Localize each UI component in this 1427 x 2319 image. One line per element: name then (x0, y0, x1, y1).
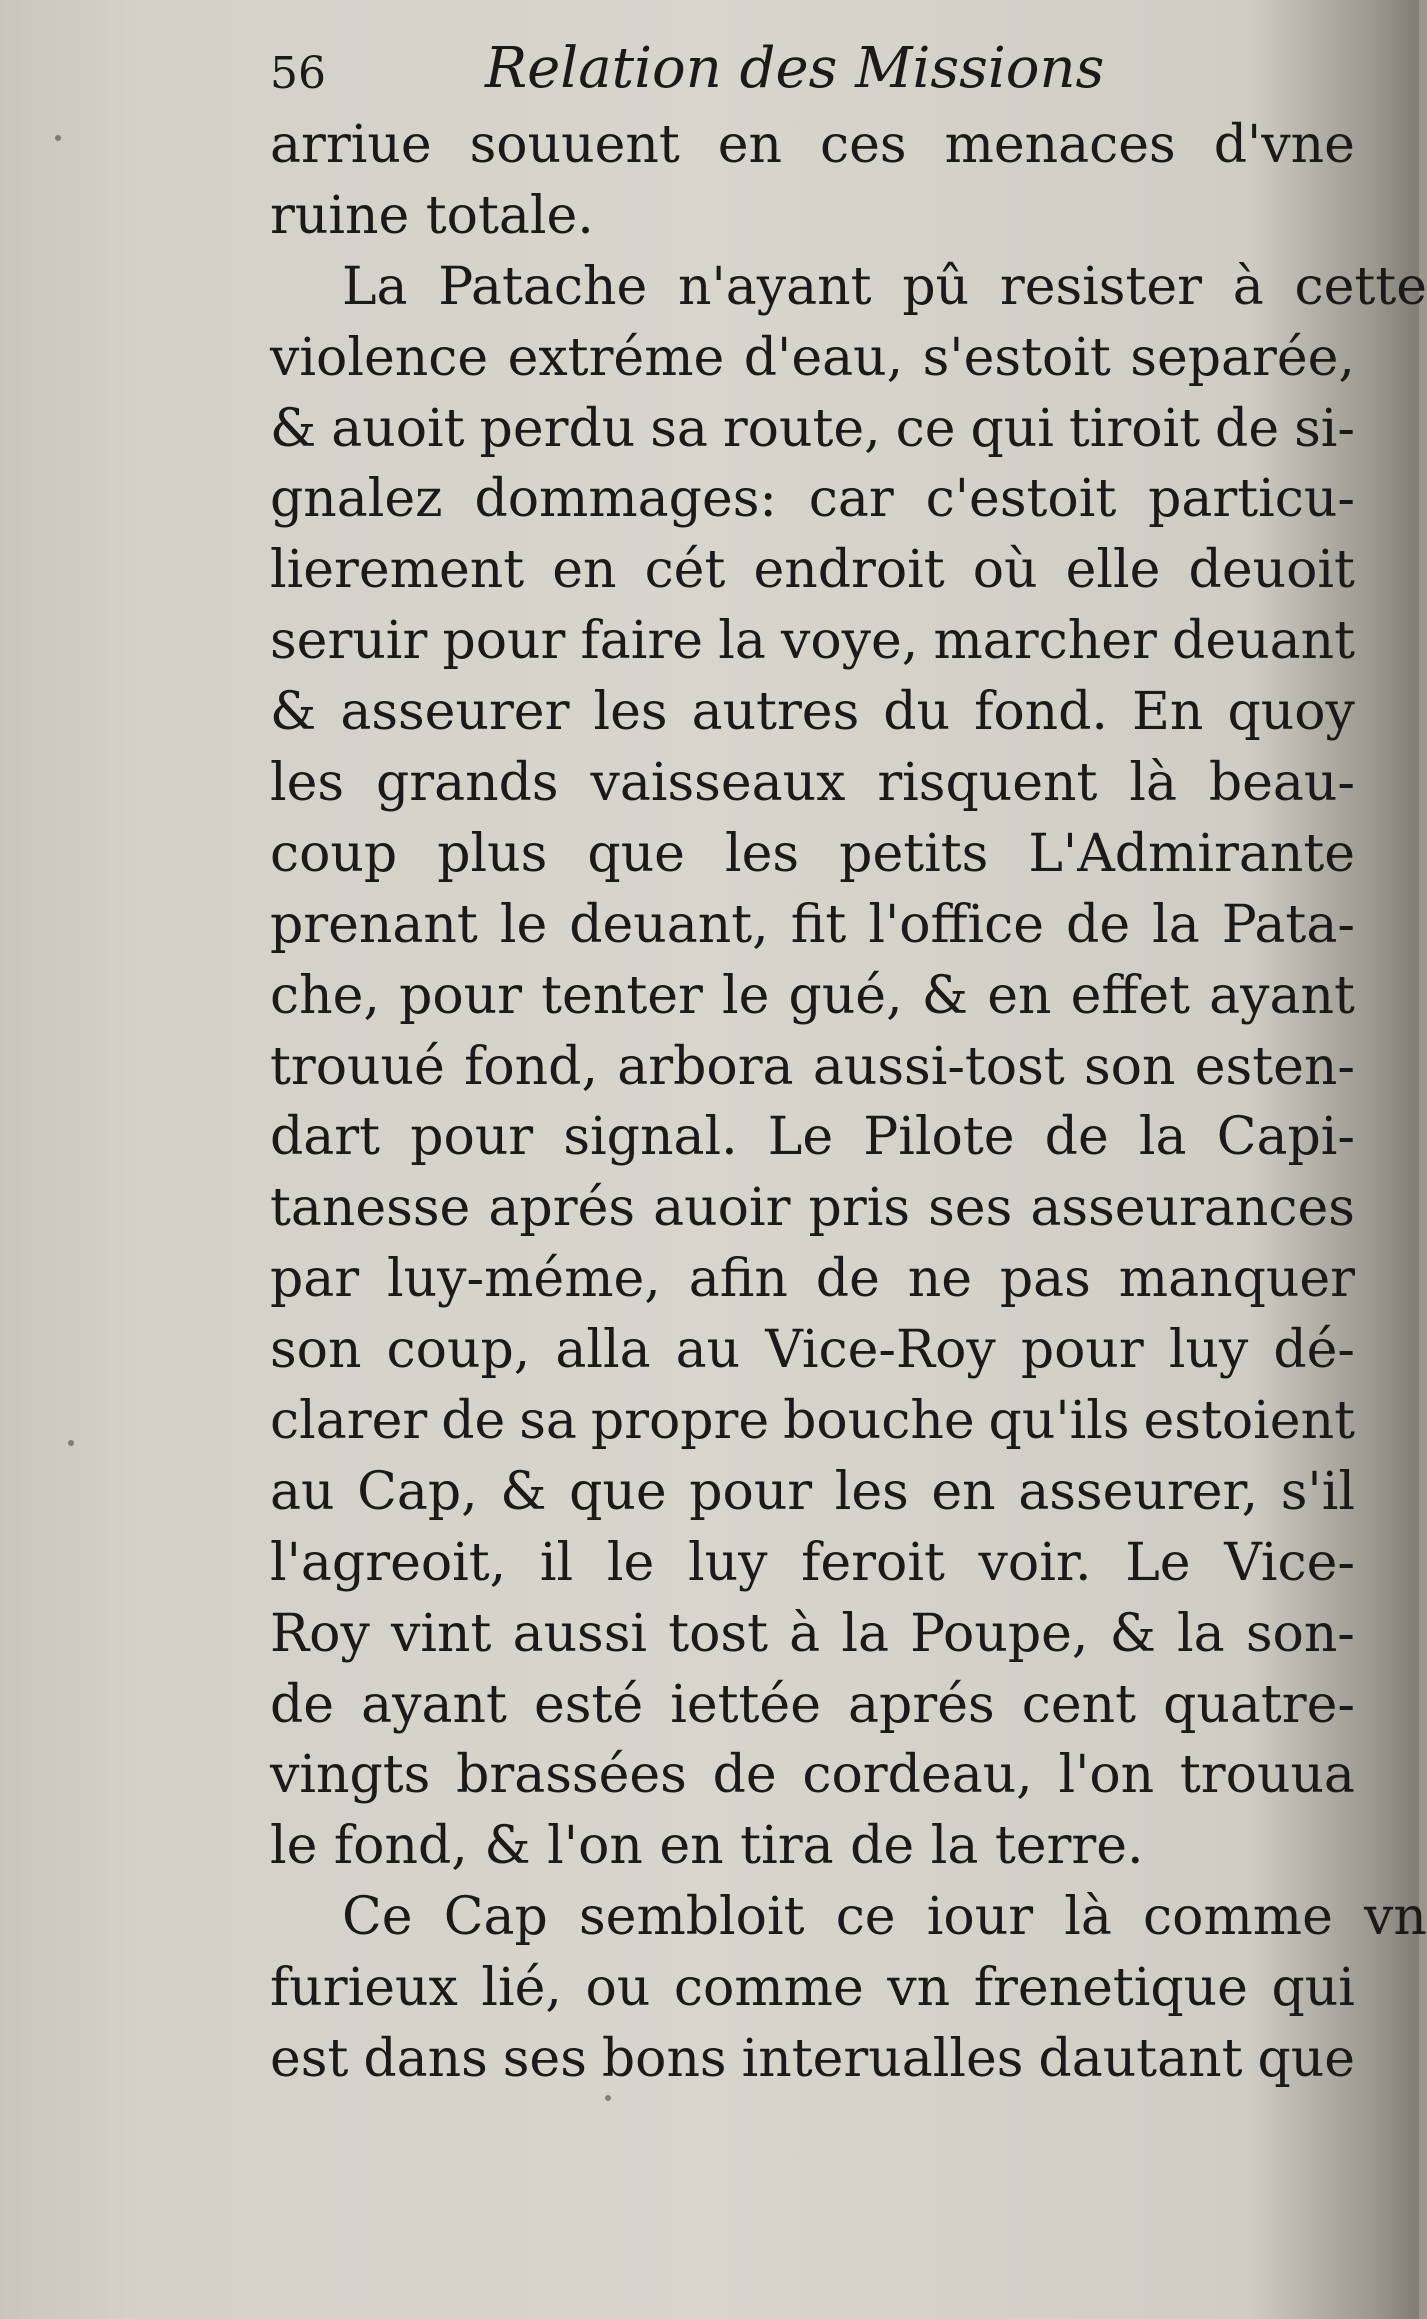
word: & (921, 965, 969, 1026)
word: dautant (1038, 2029, 1243, 2090)
word: aussi-tost (812, 1036, 1065, 1097)
word: Vice-Roy (765, 1320, 996, 1381)
word: Pata- (1221, 894, 1355, 955)
word: de (1044, 1107, 1109, 1168)
word: pris (808, 1178, 911, 1239)
page-text (270, 30, 1427, 2095)
word: est (270, 2029, 349, 2090)
word: d'eau, (743, 327, 904, 388)
text-line (270, 748, 1355, 819)
word: trouué (270, 1036, 445, 1097)
word: vn (1364, 1887, 1427, 1948)
word: au (675, 1320, 741, 1381)
word: bouche (783, 1391, 975, 1452)
word: dans (363, 2029, 488, 2090)
word: en (552, 540, 617, 601)
word: & (500, 1461, 547, 1522)
word: lié, (481, 1958, 562, 2019)
word: quoy (1227, 682, 1355, 743)
word: voye, (780, 611, 919, 672)
word: esten- (1194, 1036, 1355, 1097)
word: c'estoit (925, 469, 1117, 530)
word: afin (688, 1249, 788, 1310)
word: de (712, 1745, 777, 1806)
word: il (539, 1532, 574, 1593)
word: gué, (788, 965, 903, 1026)
word: à (789, 1603, 821, 1664)
word: alla (555, 1320, 651, 1381)
text-line (270, 535, 1355, 606)
word: voir. (978, 1532, 1092, 1593)
word: ce (895, 398, 956, 459)
word: interualles (741, 2029, 1024, 2090)
word: pour (410, 1107, 534, 1168)
word: du (883, 682, 951, 743)
word: deuant, (569, 894, 769, 955)
word: deuoit (1188, 540, 1355, 601)
word: deuant (1172, 611, 1355, 672)
text-line (270, 1315, 1355, 1386)
word: en (931, 1461, 996, 1522)
word: effet (1070, 965, 1190, 1026)
word: Patache (438, 256, 648, 317)
word: ses (928, 1178, 1013, 1239)
text-line (270, 394, 1355, 465)
text-line (270, 110, 1355, 181)
word: asseurances (1030, 1178, 1355, 1239)
text-line (270, 252, 1427, 323)
word: aussi (512, 1603, 648, 1664)
word: propre (590, 1391, 770, 1452)
word: Pilote (863, 1107, 1015, 1168)
text-line (270, 1032, 1355, 1103)
word: de (270, 1674, 335, 1735)
word: vingts (270, 1745, 431, 1806)
word: que (587, 823, 685, 884)
word: qui (1271, 1958, 1355, 2019)
word: si- (1294, 398, 1355, 459)
word: pas (999, 1249, 1091, 1310)
word: comme (1143, 1887, 1333, 1948)
word: feroit (801, 1532, 945, 1593)
word: clarer (270, 1391, 428, 1452)
word: sa (519, 1391, 577, 1452)
word: là (1129, 753, 1177, 814)
word: Le (767, 1107, 834, 1168)
word: que (569, 1461, 667, 1522)
text-line (270, 1740, 1355, 1811)
page-header (270, 30, 1355, 110)
word: la (1152, 894, 1200, 955)
text-line (270, 1457, 1355, 1528)
word: che, (270, 965, 380, 1026)
word: les (593, 682, 668, 743)
word: ayant (361, 1674, 507, 1735)
word: fit (790, 894, 847, 955)
word: comme (673, 1958, 864, 2019)
word: cordeau, (802, 1745, 1033, 1806)
text-line (270, 819, 1355, 890)
word: beau- (1208, 753, 1355, 814)
word: Cap, (357, 1461, 478, 1522)
text-line (270, 1953, 1355, 2024)
word: de (1215, 398, 1280, 459)
word: furieux (270, 1958, 458, 2019)
word: ces (819, 115, 907, 175)
word: de (441, 1391, 506, 1452)
word: auoit (331, 398, 465, 459)
word: arriue (270, 115, 432, 175)
word: dommages: (474, 469, 777, 530)
word: la (1138, 1107, 1187, 1168)
text-line (270, 1599, 1355, 1670)
word: coup, (386, 1320, 531, 1381)
word: s'estoit (922, 327, 1111, 388)
word: que (1257, 2029, 1355, 2090)
word: auoir (653, 1178, 791, 1239)
word: s'il (1280, 1461, 1355, 1522)
word: son (1083, 1036, 1176, 1097)
word: ne (907, 1249, 972, 1310)
word: plus (437, 823, 548, 884)
word: ce (835, 1887, 896, 1948)
word: luy (687, 1532, 768, 1593)
word: asseurer, (1018, 1461, 1259, 1522)
text-line (270, 1244, 1355, 1315)
word: les (834, 1461, 909, 1522)
word: & (270, 682, 317, 743)
word: Roy (270, 1603, 370, 1664)
word: Capi- (1216, 1107, 1355, 1168)
word: cette (1294, 256, 1427, 317)
word: brassées (456, 1745, 687, 1806)
word: où (972, 540, 1038, 601)
word: cent (1021, 1674, 1137, 1735)
word: grands (375, 753, 559, 814)
word: vint (391, 1603, 492, 1664)
word: pour (1020, 1320, 1144, 1381)
word: fond, (464, 1036, 598, 1097)
word: violence (270, 327, 489, 388)
word: signal. (563, 1107, 738, 1168)
word: coup (270, 823, 398, 884)
text-line (270, 1102, 1355, 1173)
word: autres (691, 682, 860, 743)
word: sa (650, 398, 708, 459)
word: pû (902, 256, 970, 317)
text-line (270, 2024, 1355, 2095)
word: ayant (1209, 965, 1355, 1026)
word: risquent (877, 753, 1098, 814)
word: route, (722, 398, 881, 459)
word: la (718, 611, 766, 672)
word: arbora (617, 1036, 794, 1097)
word: la (841, 1603, 889, 1664)
word: menaces (944, 115, 1176, 175)
word: separée, (1130, 327, 1355, 388)
ink-speck (55, 135, 61, 141)
word: Poupe, (910, 1603, 1089, 1664)
word: luy (1168, 1320, 1249, 1381)
word: souuent (469, 115, 680, 175)
word: le (721, 965, 770, 1026)
word: asseurer (340, 682, 570, 743)
word: Le (1125, 1532, 1191, 1593)
word: Ce (342, 1887, 413, 1948)
word: son- (1245, 1603, 1355, 1664)
word: cét (644, 540, 726, 601)
word: pour (442, 611, 566, 672)
word: Cap (443, 1887, 548, 1948)
word: perdu (479, 398, 636, 459)
text-line (270, 1386, 1355, 1457)
text-line (270, 606, 1355, 677)
text-line (270, 464, 1355, 535)
word: le (606, 1532, 655, 1593)
word: la (1177, 1603, 1225, 1664)
word: à (1232, 256, 1264, 317)
word: son (270, 1320, 362, 1381)
text-line (270, 1528, 1355, 1599)
word: de (815, 1249, 880, 1310)
word: faire (580, 611, 704, 672)
word: bons (601, 2029, 727, 2090)
word: ou (585, 1958, 651, 2019)
word: endroit (753, 540, 945, 601)
word: Vice- (1224, 1532, 1355, 1593)
running-title: Relation des Missions (485, 36, 1105, 101)
text-line (270, 1173, 1355, 1244)
word: l'on (1058, 1745, 1155, 1806)
word: elle (1065, 540, 1161, 601)
word: par (270, 1249, 360, 1310)
word: tanesse (270, 1178, 471, 1239)
word: n'ayant (678, 256, 872, 317)
word: ses (502, 2029, 587, 2090)
word: le (499, 894, 548, 955)
page-number: 56 (270, 48, 326, 99)
word: l'agreoit, (270, 1532, 507, 1593)
word: iettée (670, 1674, 821, 1735)
word: de (1066, 894, 1131, 955)
word: manquer (1118, 1249, 1355, 1310)
word: les (270, 753, 345, 814)
word: vn (887, 1958, 951, 2019)
word: luy-méme, (387, 1249, 661, 1310)
word: La (342, 256, 408, 317)
text-line (270, 890, 1355, 961)
word: & (1109, 1603, 1156, 1664)
word: seruir (270, 611, 428, 672)
word: pour (399, 965, 523, 1026)
word: dart (270, 1107, 381, 1168)
word: iour (926, 1887, 1034, 1948)
word: frenetique (973, 1958, 1248, 2019)
word: les (725, 823, 800, 884)
word: resister (999, 256, 1203, 317)
word: aprés (848, 1674, 995, 1735)
word: lierement (270, 540, 525, 601)
text-line (270, 1882, 1427, 1953)
word: fond. (974, 682, 1108, 743)
word: vaisseaux (590, 753, 846, 814)
word: dé- (1273, 1320, 1355, 1381)
word: pour (689, 1461, 813, 1522)
word: L'Admirante (1028, 823, 1355, 884)
word: car (808, 469, 894, 530)
text-line: le fond, & l'on en tira de la terre. (270, 1816, 1144, 1877)
word: là (1064, 1887, 1112, 1948)
word: aprés (488, 1178, 636, 1239)
word: prenant (270, 894, 478, 955)
word: tenter (541, 965, 703, 1026)
word: au (270, 1461, 335, 1522)
text-line: ruine totale. (270, 185, 594, 246)
word: qui (970, 398, 1054, 459)
text-line (270, 1670, 1355, 1741)
word: sembloit (578, 1887, 805, 1948)
ink-speck (605, 2095, 611, 2101)
word: en (717, 115, 782, 175)
word: tiroit (1068, 398, 1201, 459)
word: estoient (1143, 1391, 1355, 1452)
word: quatre- (1163, 1674, 1355, 1735)
word: marcher (933, 611, 1157, 672)
word: gnalez (270, 469, 443, 530)
word: tost (668, 1603, 769, 1664)
text-line (270, 961, 1355, 1032)
word: & (270, 398, 317, 459)
text-line (270, 323, 1355, 394)
word: esté (534, 1674, 644, 1735)
word: qu'ils (988, 1391, 1130, 1452)
word: En (1131, 682, 1204, 743)
word: l'office (868, 894, 1045, 955)
word: particu- (1148, 469, 1355, 530)
text-line (270, 677, 1355, 748)
word: petits (839, 823, 989, 884)
word: d'vne (1213, 115, 1355, 175)
word: extréme (507, 327, 725, 388)
word: trouua (1179, 1745, 1355, 1806)
ink-speck (68, 1440, 74, 1446)
word: en (987, 965, 1052, 1026)
